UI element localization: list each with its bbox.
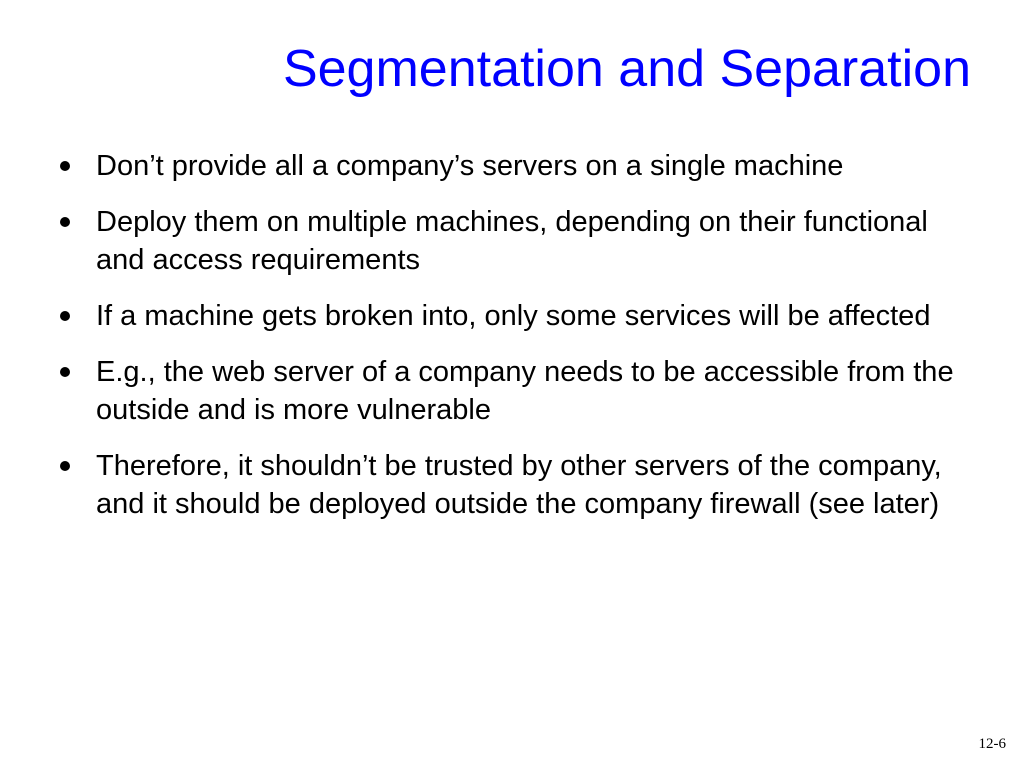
bullet-text: E.g., the web server of a company needs to be accessible from the outside and is more vulnerable [96,356,954,426]
bullet-item [0,147,976,185]
slide-number: 12-6 [978,736,1006,752]
bullet-item [0,297,976,335]
bullet-text: Therefore, it shouldn’t be trusted by other servers of the company, and it should be deployed outside the company firewall (see later) [96,450,942,520]
bullet-text: Deploy them on multiple machines, depending on their functional and access requirements [96,206,928,276]
bullet-text: If a machine gets broken into, only some services will be affected [96,300,931,332]
bullet-item [0,203,976,279]
bullet-dot-icon [60,161,70,171]
bullet-dot-icon [60,461,70,471]
slide-title: Segmentation and Separation [282,40,971,98]
bullet-dot-icon [60,311,70,321]
bullet-list [0,147,1023,541]
bullet-text: Don’t provide all a company’s servers on a single machine [96,150,844,182]
bullet-dot-icon [60,217,70,227]
bullet-dot-icon [60,367,70,377]
bullet-item [0,353,976,429]
bullet-item [0,447,976,523]
